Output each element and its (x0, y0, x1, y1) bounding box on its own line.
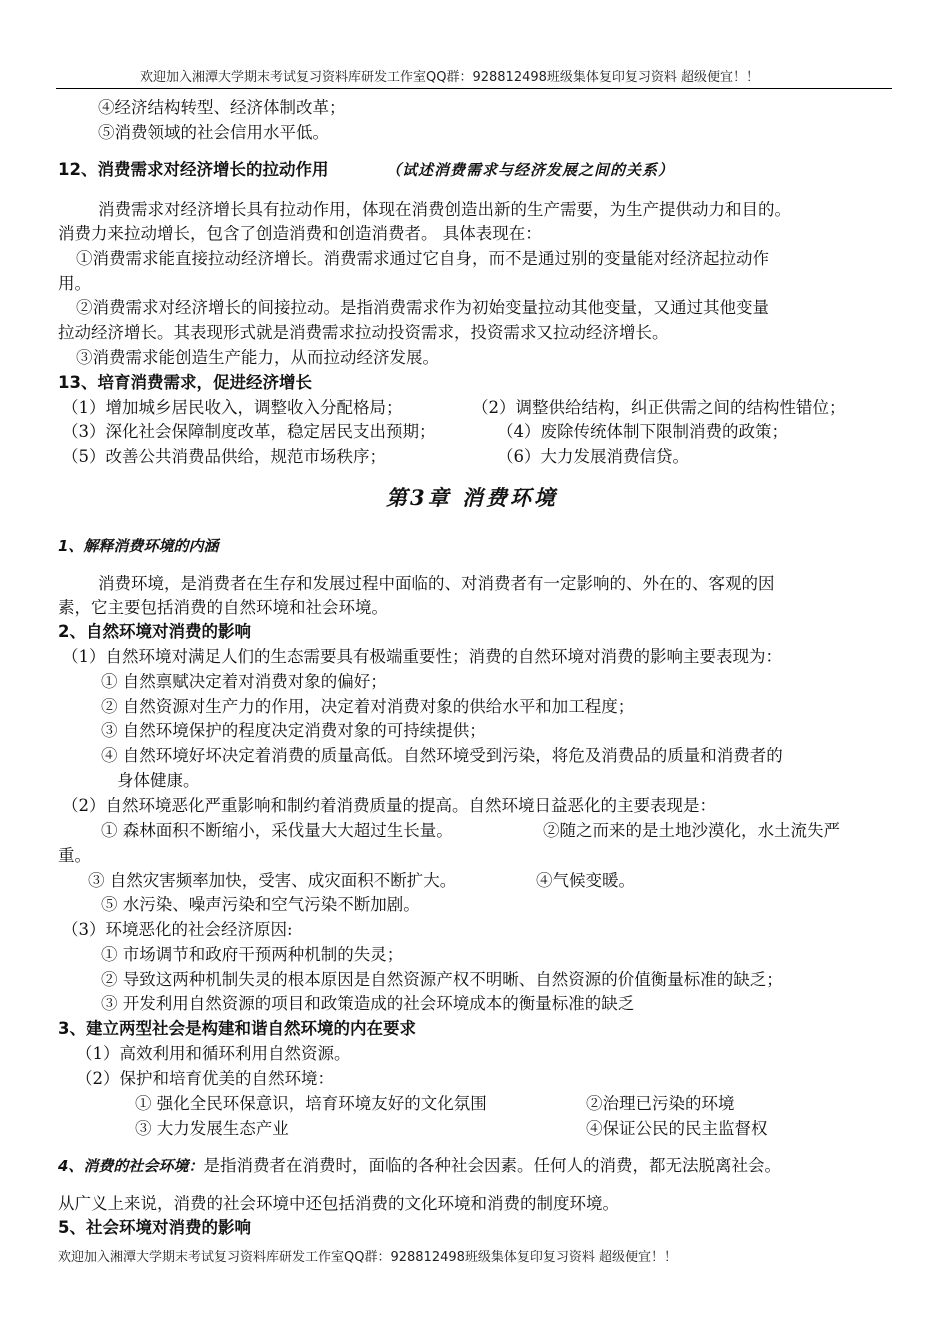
paragraph: 消费力来拉动增长，包含了创造消费和创造消费者。 具体表现在： (58, 224, 542, 243)
list-item: ④保证公民的民主监督权 (586, 1119, 768, 1138)
paragraph: 从广义上来说，消费的社会环境中还包括消费的文化环境和消费的制度环境。 (58, 1194, 619, 1213)
section-c3-title: 3、建立两型社会是构建和谐自然环境的内在要求 (58, 1019, 416, 1038)
list-item: ③ 自然环境保护的程度决定消费对象的可持续提供； (101, 721, 486, 740)
section-12-title: 12、消费需求对经济增长的拉动作用 (58, 160, 329, 179)
section-13-title: 13、培育消费需求，促进经济增长 (58, 373, 312, 392)
list-item: ③ 大力发展生态产业 (135, 1119, 289, 1138)
list-item: ⑤ 水污染、噪声污染和空气污染不断加剧。 (101, 895, 420, 914)
paragraph: ①消费需求能直接拉动经济增长。消费需求通过它自身，而不是通过别的变量能对经济起拉动作 (76, 249, 769, 268)
list-item: ④气候变暖。 (536, 871, 635, 890)
section-c4-title: 4、消费的社会环境： (58, 1157, 204, 1175)
paragraph: 用。 (58, 274, 91, 293)
section-12-subtitle: （试述消费需求与经济发展之间的关系） (386, 161, 675, 179)
section-c4-line (58, 1154, 781, 1178)
list-item: （6）大力发展消费信贷。 (497, 447, 689, 466)
list-item: （3）深化社会保障制度改革，稳定居民支出预期； (62, 422, 436, 441)
list-item: ① 强化全民环保意识，培育环境友好的文化氛围 (135, 1094, 487, 1113)
paragraph: 消费需求对经济增长具有拉动作用，体现在消费创造出新的生产需要，为生产提供动力和目的。 (98, 200, 791, 219)
list-item: ②治理已污染的环境 (586, 1094, 735, 1113)
list-item: 身体健康。 (117, 771, 200, 790)
list-item: ① 市场调节和政府干预两种机制的失灵； (101, 945, 404, 964)
list-item: （2）调整供给结构，纠正供需之间的结构性错位； (472, 398, 846, 417)
list-item: ③ 开发利用自然资源的项目和政策造成的社会环境成本的衡量标准的缺乏 (101, 994, 635, 1013)
paragraph: 消费环境，是消费者在生存和发展过程中面临的、对消费者有一定影响的、外在的、客观的因 (98, 574, 775, 593)
list-item: ① 森林面积不断缩小，采伐量大大超过生长量。 (101, 821, 453, 840)
list-item: （4）废除传统体制下限制消费的政策； (497, 422, 788, 441)
paragraph: ②消费需求对经济增长的间接拉动。是指消费需求作为初始变量拉动其他变量，又通过其他变量 (76, 298, 769, 317)
list-item: （5）改善公共消费品供给，规范市场秩序； (62, 447, 386, 466)
list-item: ④ 自然环境好坏决定着消费的质量高低。自然环境受到污染，将危及消费品的质量和消费者的 (101, 746, 783, 765)
list-item: ⑤消费领域的社会信用水平低。 (98, 123, 329, 142)
list-item: ② 自然资源对生产力的作用，决定着对消费对象的供给水平和加工程度； (101, 697, 635, 716)
section-c5-title: 5、社会环境对消费的影响 (58, 1218, 251, 1237)
header-rule (56, 88, 892, 89)
list-item: ③ 自然灾害频率加快，受害、成灾面积不断扩大。 (88, 871, 457, 890)
list-item: ②随之而来的是土地沙漠化，水土流失严 (543, 821, 840, 840)
list-item: 重。 (58, 846, 91, 865)
paragraph: ③消费需求能创造生产能力，从而拉动经济发展。 (76, 348, 439, 367)
list-item: （2）保护和培育优美的自然环境： (76, 1069, 334, 1088)
chapter-title: 第3章 消费环境 (386, 485, 558, 510)
page-footer: 欢迎加入湘潭大学期末考试复习资料库研发工作室QQ群：928812498班级集体复印复习资料 超级便宜！！ (58, 1250, 678, 1265)
paragraph: 素，它主要包括消费的自然环境和社会环境。 (58, 598, 388, 617)
list-item: ② 导致这两种机制失灵的根本原因是自然资源产权不明晰、自然资源的价值衡量标准的缺乏； (101, 970, 783, 989)
list-item: ① 自然禀赋决定着对消费对象的偏好； (101, 672, 387, 691)
section-c2-title: 2、自然环境对消费的影响 (58, 622, 251, 641)
list-item: ④经济结构转型、经济体制改革； (98, 98, 346, 117)
paragraph: 拉动经济增长。其表现形式就是消费需求拉动投资需求，投资需求又拉动经济增长。 (58, 323, 669, 342)
paragraph: （1）自然环境对满足人们的生态需要具有极端重要性；消费的自然环境对消费的影响主要表现为： (62, 647, 782, 666)
paragraph: （3）环境恶化的社会经济原因: (62, 920, 293, 939)
list-item: （1）增加城乡居民收入，调整收入分配格局； (62, 398, 403, 417)
section-c4-text: 是指消费者在消费时，面临的各种社会因素。任何人的消费，都无法脱离社会。 (203, 1156, 781, 1175)
list-item: （1）高效利用和循环利用自然资源。 (76, 1044, 351, 1063)
section-c1-title: 1、解释消费环境的内涵 (58, 537, 219, 555)
paragraph: （2）自然环境恶化严重影响和制约着消费质量的提高。自然环境日益恶化的主要表现是： (62, 796, 716, 815)
page-header: 欢迎加入湘潭大学期末考试复习资料库研发工作室QQ群：928812498班级集体复印复习资料 超级便宜！！ (140, 70, 760, 85)
